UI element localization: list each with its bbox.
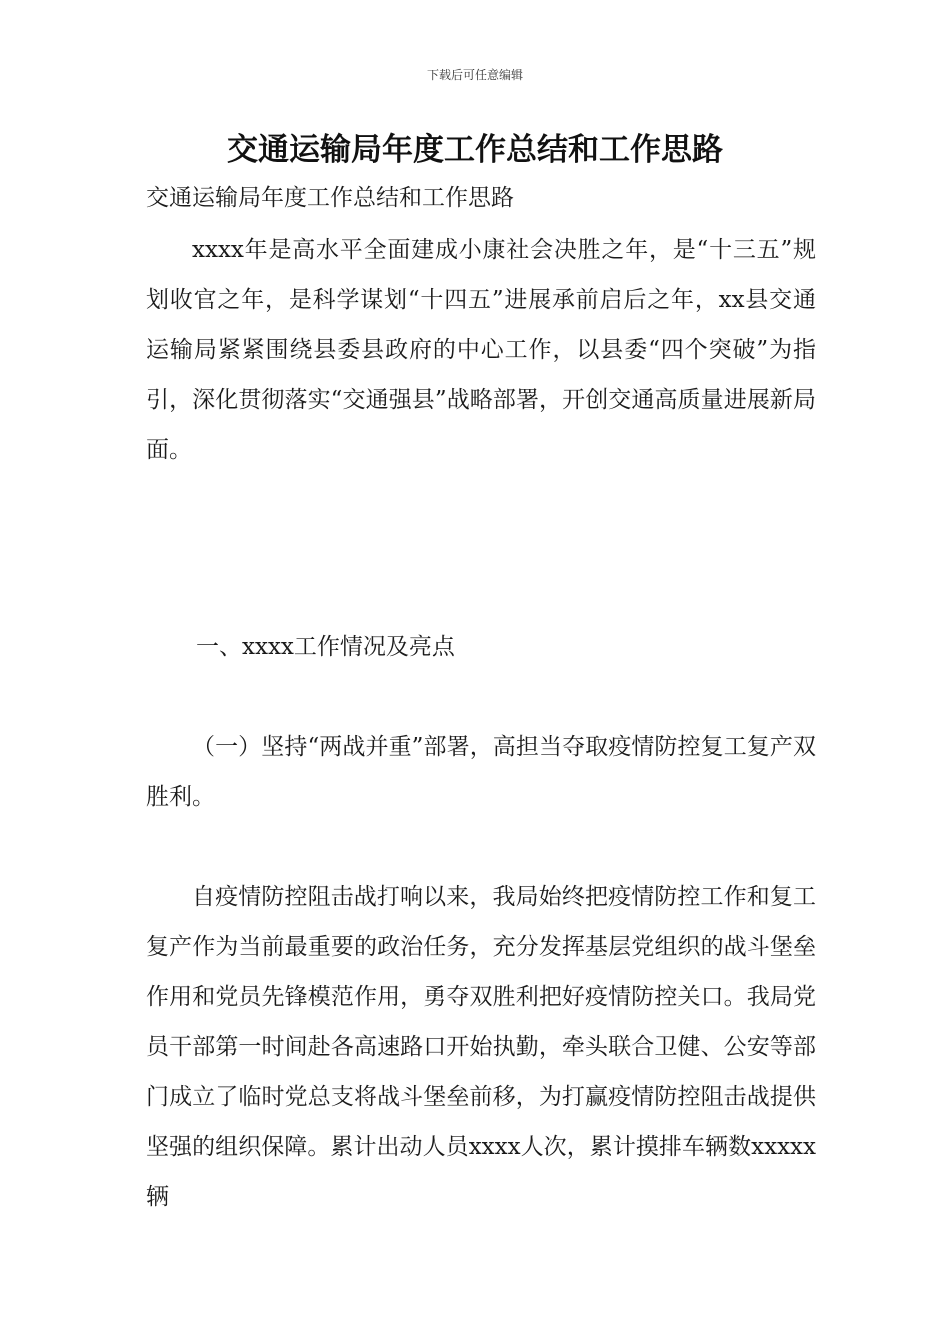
subsection-paragraph: （一）坚持“两战并重”部署，高担当夺取疫情防控复工复产双胜利。 [146,734,816,810]
section-heading: 一、xxxx工作情况及亮点 [196,634,455,660]
header-note: 下载后可任意编辑 [426,68,523,82]
document-subtitle: 交通运输局年度工作总结和工作思路 [146,185,514,211]
body-paragraph: 自疫情防控阻击战打响以来，我局始终把疫情防控工作和复工复产作为当前最重要的政治任务，充分发挥基层党组织的战斗堡垒作用和党员先锋模范作用，勇夺双胜利把好疫情防控关口。我局党员干部第一时间赴各高速路口开始执勤，牵头联合卫健、公安等部门成立了临时党总支将战斗堡垒前移，为打赢疫情防控阻击战提供坚强的组织保障。累计出动人员xxxx人次，累计摸排车辆数xxxxx辆 [146,884,816,1210]
document-title: 交通运输局年度工作总结和工作思路 [227,132,723,168]
intro-paragraph: xxxx年是高水平全面建成小康社会决胜之年，是“十三五”规划收官之年，是科学谋划“十四五”进展承前启后之年，xx县交通运输局紧紧围绕县委县政府的中心工作，以县委“四个突破”为指引，深化贯彻落实“交通强县”战略部署，开创交通高质量进展新局面。 [146,237,816,463]
